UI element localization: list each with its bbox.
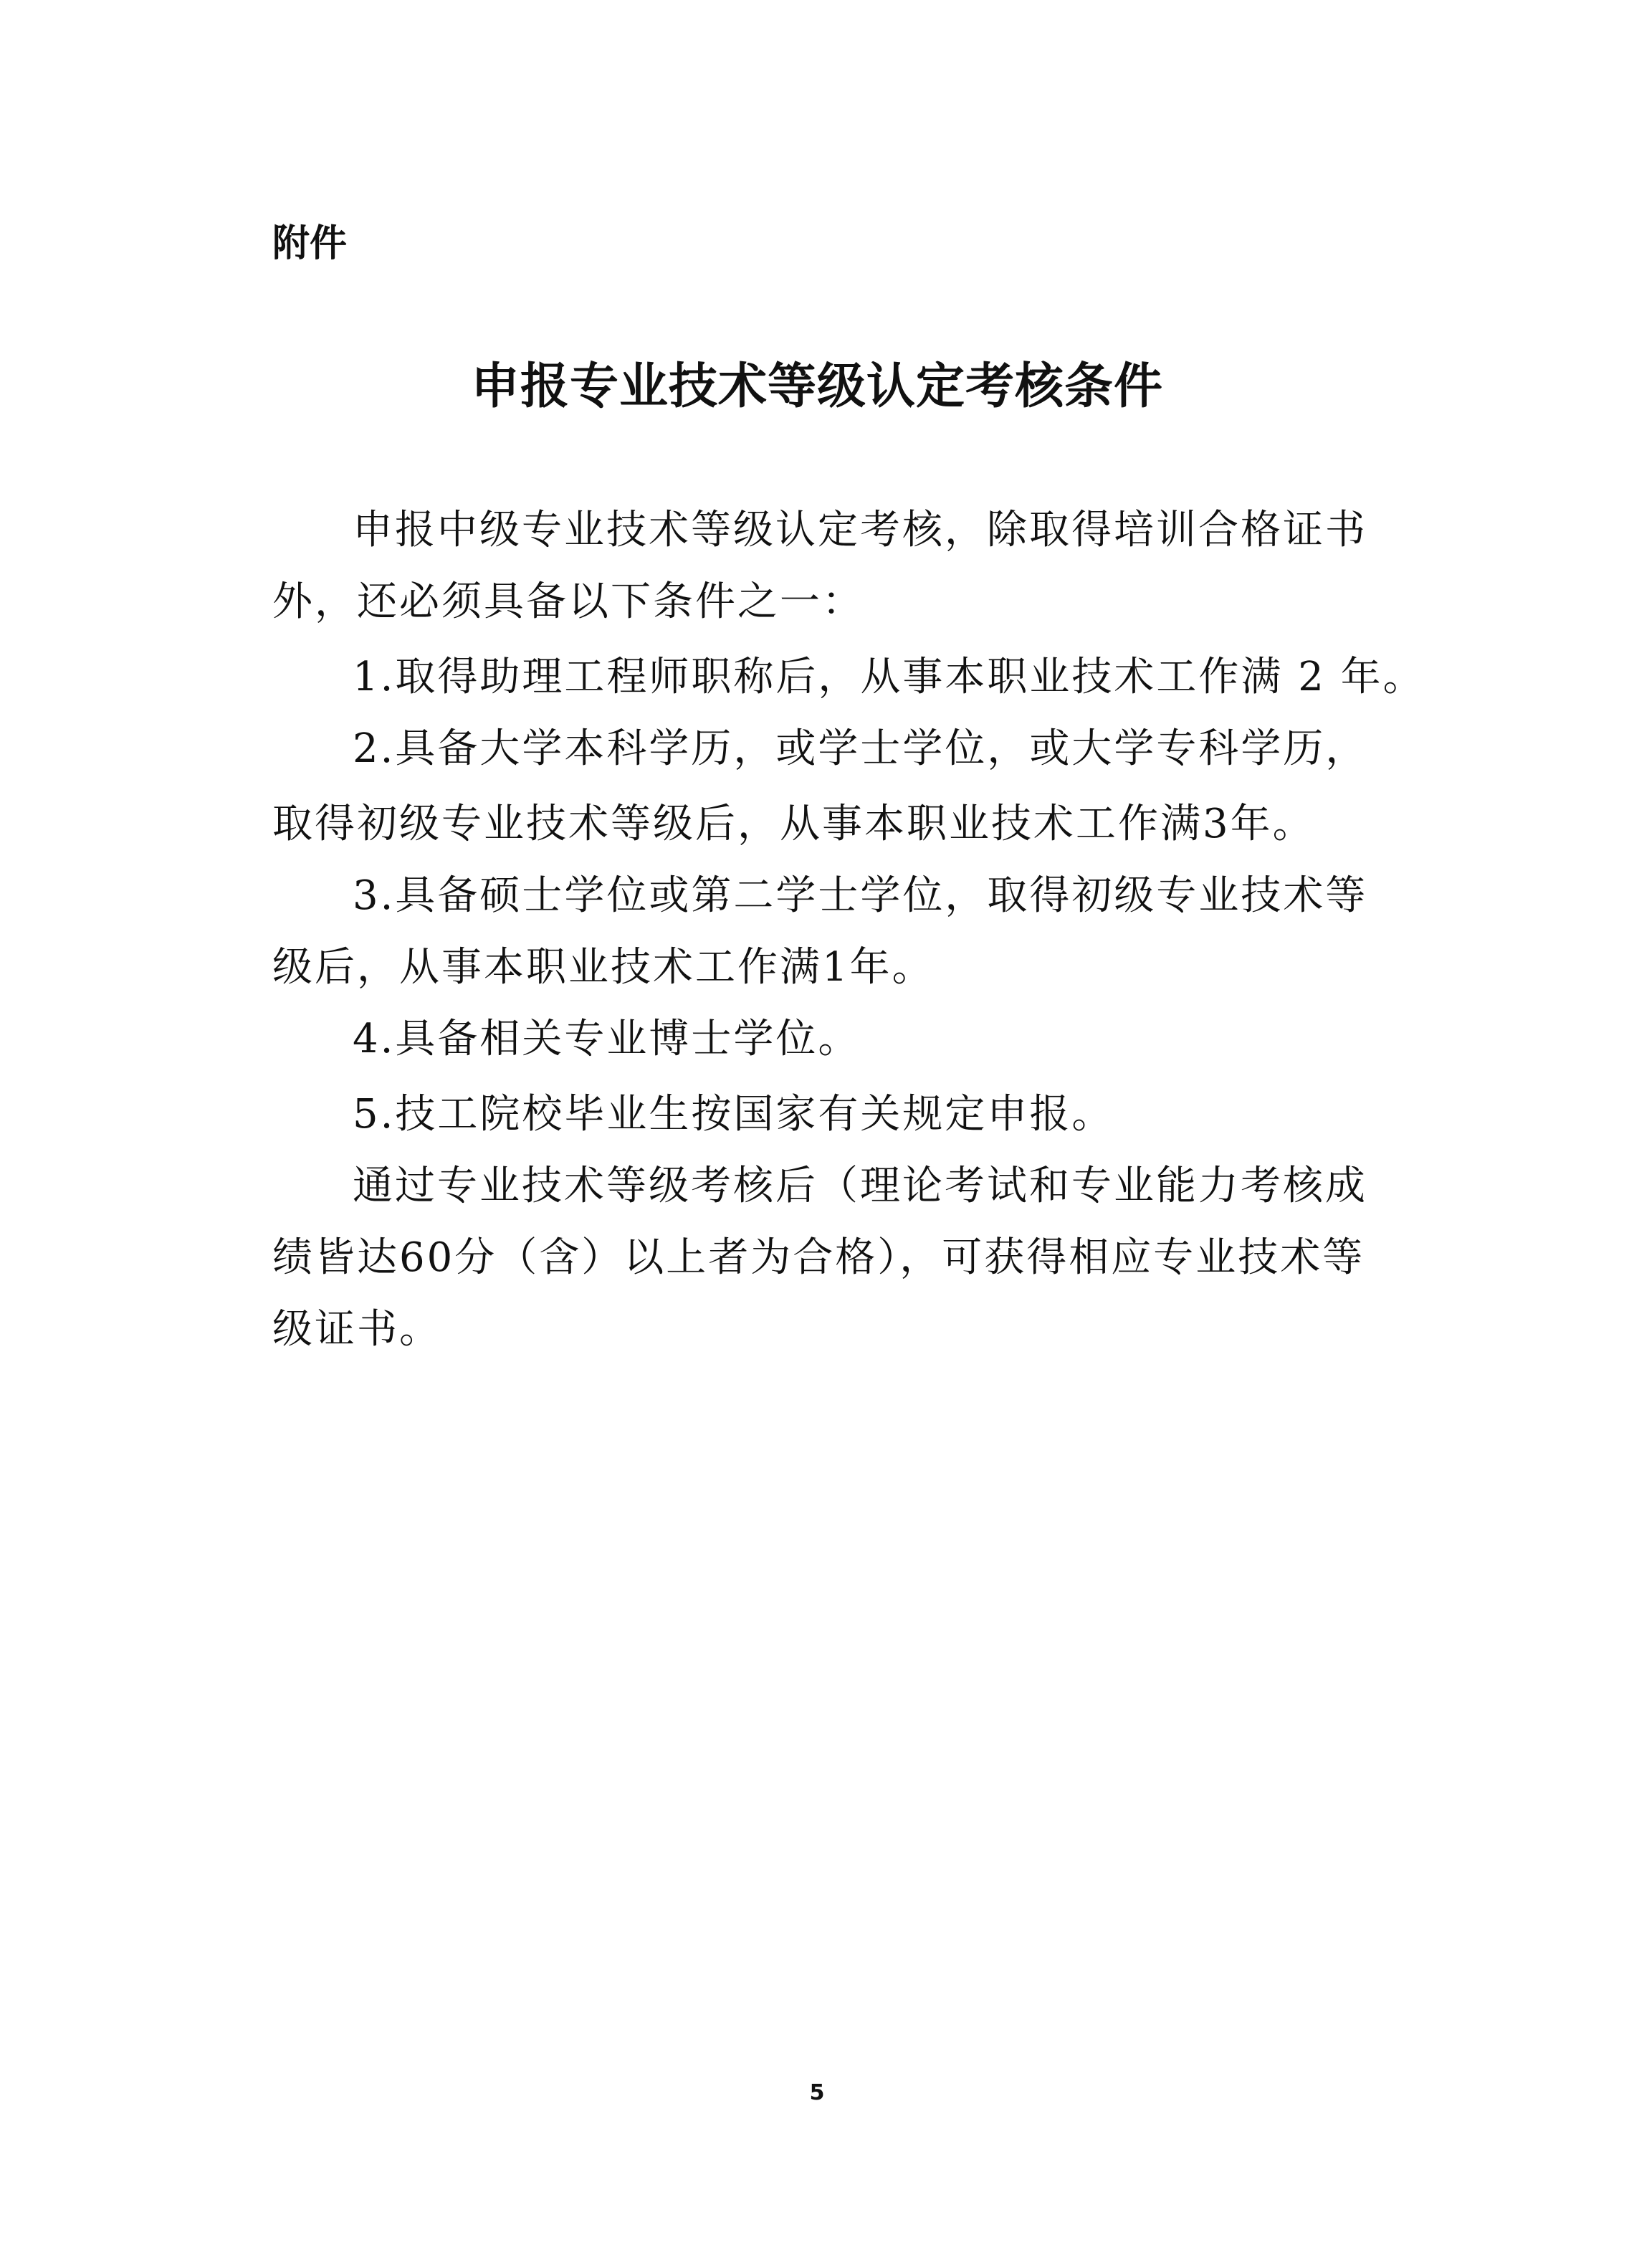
attachment-label: 附件 — [272, 222, 348, 265]
condition-2-line-1: 2.具备大学本科学历，或学士学位，或大学专科学历， — [353, 725, 1368, 772]
closing-line-2: 绩皆达60分（含）以上者为合格），可获得相应专业技术等 — [272, 1234, 1365, 1281]
condition-5-line-1: 5.技工院校毕业生按国家有关规定申报。 — [353, 1091, 1114, 1138]
intro-line-2: 外，还必须具备以下条件之一： — [272, 578, 864, 625]
condition-3-line-2: 级后，从事本职业技术工作满1年。 — [272, 944, 935, 991]
intro-line-1: 申报中级专业技术等级认定考核，除取得培训合格证书 — [353, 507, 1367, 553]
page-number: 5 — [809, 2080, 825, 2105]
closing-line-1: 通过专业技术等级考核后（理论考试和专业能力考核成 — [353, 1163, 1367, 1209]
closing-line-3: 级证书。 — [272, 1306, 441, 1353]
condition-4-line-1: 4.具备相关专业博士学位。 — [353, 1016, 861, 1062]
condition-1-line-1: 1.取得助理工程师职称后，从事本职业技术工作满 2 年。 — [353, 654, 1425, 700]
condition-2-line-2: 取得初级专业技术等级后，从事本职业技术工作满3年。 — [272, 801, 1315, 847]
condition-3-line-1: 3.具备硕士学位或第二学士学位，取得初级专业技术等 — [353, 872, 1368, 919]
page-title: 申报专业技术等级认定考核条件 — [470, 358, 1163, 415]
